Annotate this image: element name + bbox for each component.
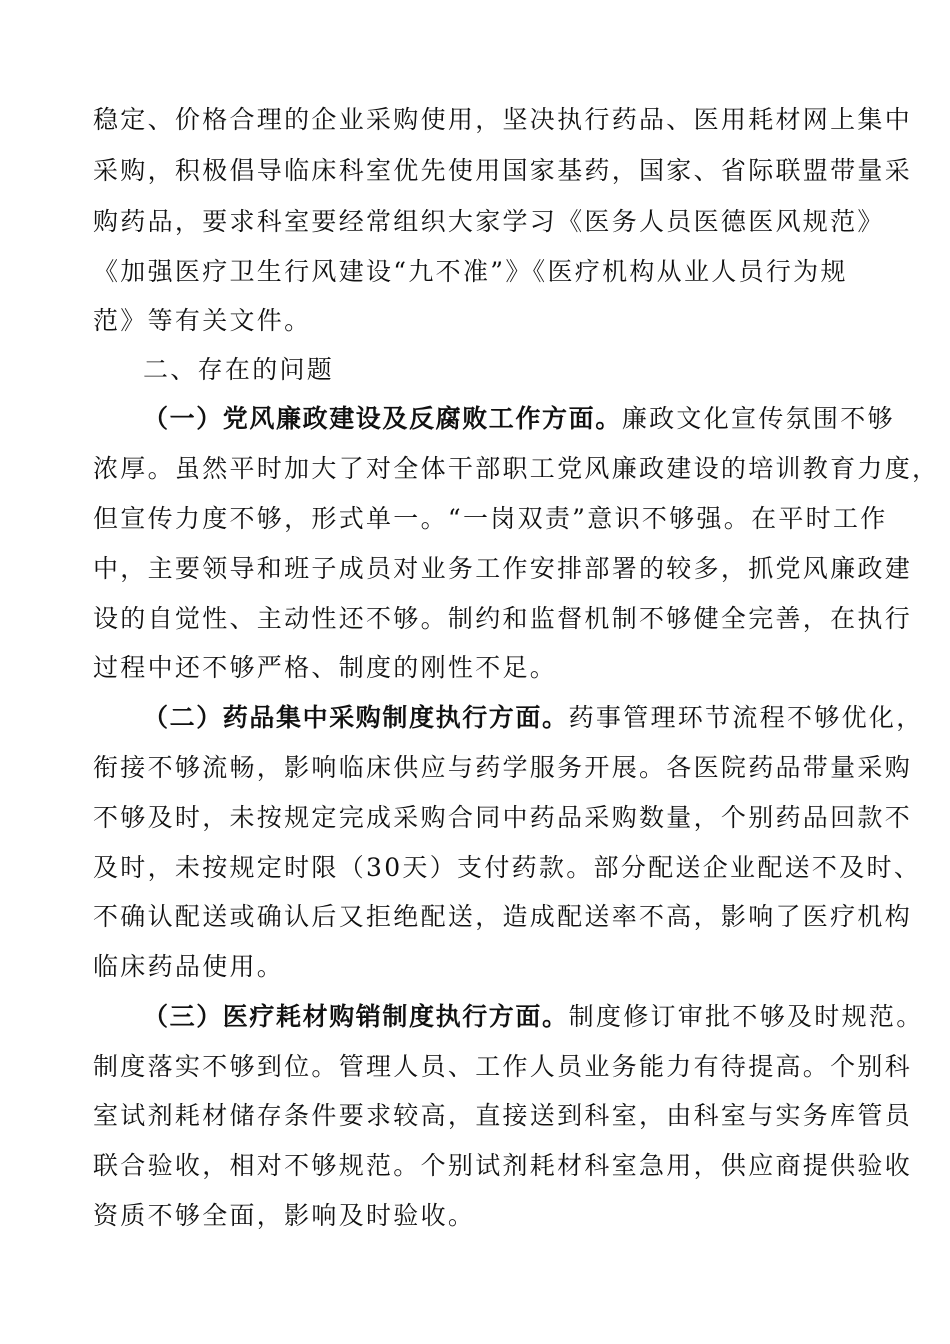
section-heading: 二、存在的问题 — [143, 355, 335, 384]
para4-line-1 — [143, 1001, 924, 1033]
para4-line-3: 室试剂耗材储存条件要求较高，直接送到科室，由科室与实务库管员 — [93, 1101, 913, 1130]
para2-first-rest: 廉政文化宣传氛围不够 — [621, 404, 895, 433]
para1-line-4: 《加强医疗卫生行风建设“九不准”》《医疗机构从业人员行为规 — [93, 257, 848, 286]
para2-line-4: 中，主要领导和班子成员对业务工作安排部署的较多，抓党风廉政建 — [93, 554, 913, 583]
para2-line-3: 但宣传力度不够，形式单一。“一岗双责”意识不够强。在平时工作 — [93, 504, 888, 533]
para3-line-3: 不够及时，未按规定完成采购合同中药品采购数量，个别药品回款不 — [93, 803, 913, 832]
para3-first-rest: 药事管理环节流程不够优化， — [568, 703, 924, 732]
para4-first-rest: 制度修订审批不够及时规范。 — [568, 1002, 924, 1031]
para4-line-2: 制度落实不够到位。管理人员、工作人员业务能力有待提高。个别科 — [93, 1052, 913, 1081]
para2-line-2: 浓厚。虽然平时加大了对全体干部职工党风廉政建设的培训教育力度， — [93, 454, 940, 483]
para1-line-1: 稳定、价格合理的企业采购使用，坚决执行药品、医用耗材网上集中 — [93, 105, 913, 134]
para2-line-6: 过程中还不够严格、制度的刚性不足。 — [93, 653, 558, 682]
para1-line-3: 购药品，要求科室要经常组织大家学习《医务人员医德医风规范》 — [93, 207, 885, 236]
para3-line-1 — [143, 702, 924, 734]
para4-line-5: 资质不够全面，影响及时验收。 — [93, 1201, 476, 1230]
para2-bold-lead: （一）党风廉政建设及反腐败工作方面。 — [143, 404, 622, 433]
para3-line-6: 临床药品使用。 — [93, 952, 285, 981]
para4-bold-lead: （三）医疗耗材购销制度执行方面。 — [143, 1002, 569, 1031]
para4-line-4: 联合验收，相对不够规范。个别试剂耗材科室急用，供应商提供验收 — [93, 1151, 913, 1180]
para3-line-2: 衔接不够流畅，影响临床供应与药学服务开展。各医院药品带量采购 — [93, 753, 913, 782]
para1-line-5: 范》等有关文件。 — [93, 306, 312, 335]
para3-bold-lead: （二）药品集中采购制度执行方面。 — [143, 703, 569, 732]
para3-line-4: 及时，未按规定时限（30天）支付药款。部分配送企业配送不及时、 — [93, 853, 922, 882]
para3-line-5: 不确认配送或确认后又拒绝配送，造成配送率不高，影响了医疗机构 — [93, 902, 913, 931]
para2-line-5: 设的自觉性、主动性还不够。制约和监督机制不够健全完善，在执行 — [93, 604, 913, 633]
para2-line-1 — [143, 403, 895, 435]
para1-line-2: 采购，积极倡导临床科室优先使用国家基药，国家、省际联盟带量采 — [93, 156, 913, 185]
